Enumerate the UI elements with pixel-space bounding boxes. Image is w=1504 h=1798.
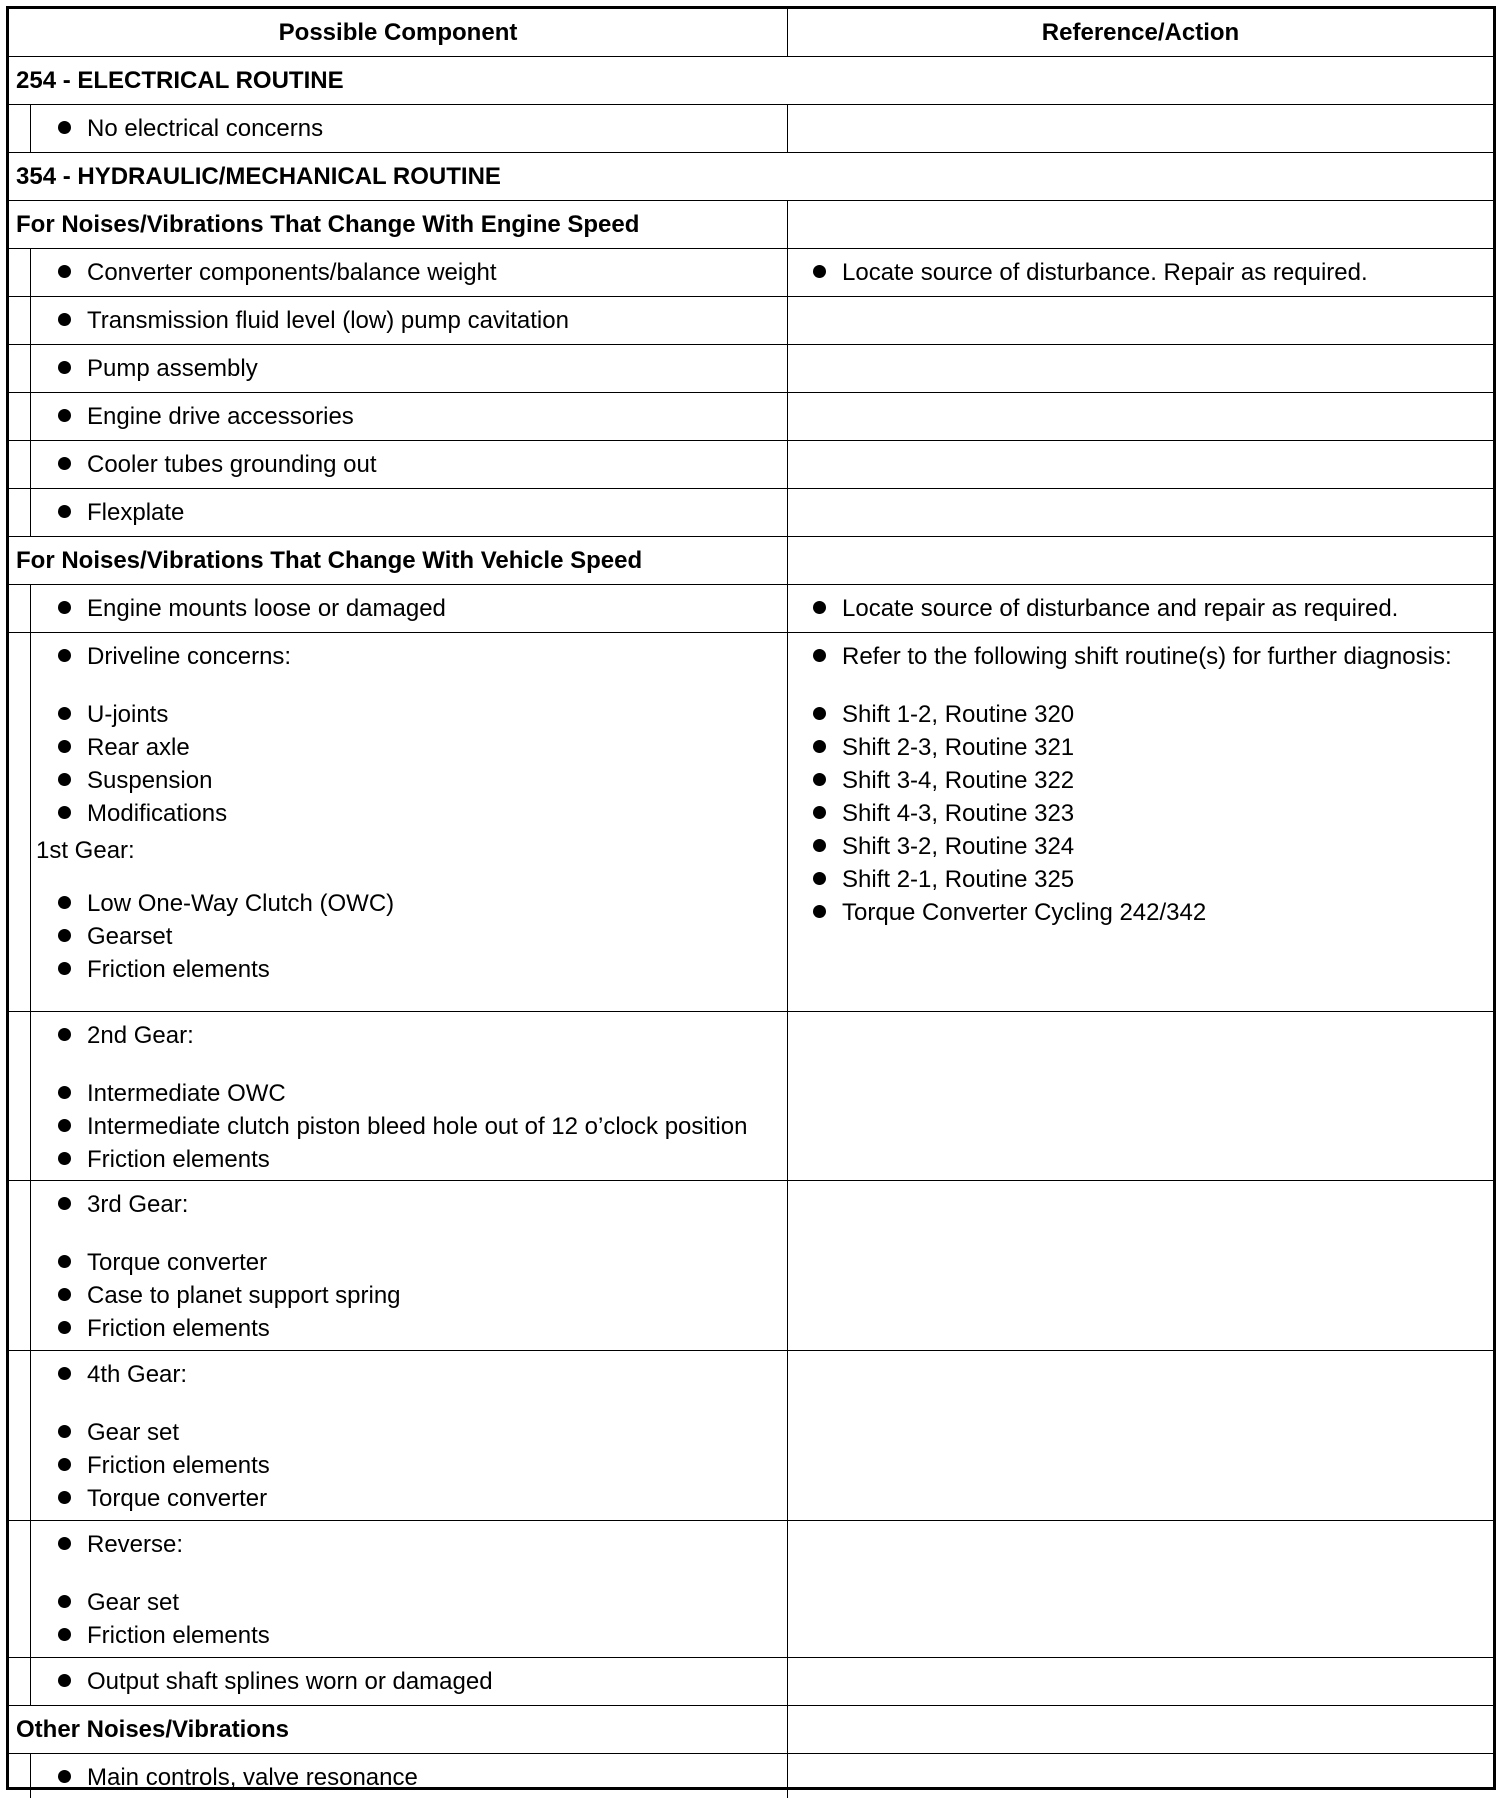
action-text: Shift 4-3, Routine 323 (842, 800, 1075, 827)
table-row (9, 393, 1493, 441)
component-text: Intermediate OWC (87, 1080, 286, 1107)
bullet-icon (58, 929, 71, 942)
component-text: Engine mounts loose or damaged (87, 595, 446, 622)
subsection-other (9, 1706, 1493, 1754)
component-text: Friction elements (87, 1452, 270, 1479)
bullet-icon (813, 601, 826, 614)
component-text: Torque converter (87, 1485, 268, 1512)
action-text: Locate source of disturbance and repair as required. (842, 595, 1399, 622)
table-row (9, 105, 1493, 153)
bullet-icon (813, 839, 826, 852)
bullet-icon (58, 1491, 71, 1504)
action-text: Shift 3-4, Routine 322 (842, 767, 1075, 794)
component-text: Modifications (87, 800, 228, 827)
component-text: Friction elements (87, 1146, 270, 1173)
table-row (9, 585, 1493, 633)
bullet-icon (58, 1255, 71, 1268)
action-text: Shift 2-3, Routine 321 (842, 734, 1075, 761)
component-text: Friction elements (87, 1622, 270, 1649)
action-text: Locate source of disturbance. Repair as required. (842, 259, 1368, 286)
table-row (9, 1658, 1493, 1706)
component-text: U-joints (87, 701, 169, 728)
section-title: 354 - HYDRAULIC/MECHANICAL ROUTINE (16, 163, 501, 190)
component-text: Flexplate (87, 499, 185, 526)
bullet-icon (813, 265, 826, 278)
bullet-icon (58, 505, 71, 518)
subsection-title: For Noises/Vibrations That Change With Engine Speed (16, 211, 640, 238)
bullet-icon (813, 905, 826, 918)
component-text: Case to planet support spring (87, 1282, 401, 1309)
bullet-icon (58, 1288, 71, 1301)
bullet-icon (813, 773, 826, 786)
bullet-icon (58, 313, 71, 326)
component-text: Gear set (87, 1419, 180, 1446)
bullet-icon (58, 601, 71, 614)
bullet-icon (58, 1086, 71, 1099)
action-text: Shift 3-2, Routine 324 (842, 833, 1075, 860)
table-row-driveline (9, 633, 1493, 1012)
component-text: Main controls, valve resonance (87, 1764, 418, 1791)
bullet-icon (58, 1152, 71, 1165)
component-text: Gearset (87, 923, 173, 950)
component-text: Engine drive accessories (87, 403, 354, 430)
table-row-third-gear (9, 1181, 1493, 1351)
bullet-icon (58, 806, 71, 819)
component-text: Pump assembly (87, 355, 258, 382)
bullet-icon (58, 1628, 71, 1641)
bullet-icon (813, 806, 826, 819)
driveline-label: Driveline concerns: (87, 643, 292, 670)
component-text: Transmission fluid level (low) pump cavitation (87, 307, 569, 334)
bullet-icon (58, 265, 71, 278)
bullet-icon (58, 773, 71, 786)
bullet-icon (58, 457, 71, 470)
subsection-title: Other Noises/Vibrations (16, 1716, 289, 1743)
bullet-icon (58, 1595, 71, 1608)
component-text: Gear set (87, 1589, 180, 1616)
gear-label: 2nd Gear: (87, 1022, 194, 1049)
bullet-icon (813, 707, 826, 720)
bullet-icon (58, 707, 71, 720)
bullet-icon (58, 1770, 71, 1783)
table-row (9, 345, 1493, 393)
subsection-vehicle-speed (9, 537, 1493, 585)
gear-label: 3rd Gear: (87, 1191, 189, 1218)
bullet-icon (813, 649, 826, 662)
bullet-icon (58, 1321, 71, 1334)
diagnostic-table (6, 6, 1496, 1790)
bullet-icon (58, 1458, 71, 1471)
bullet-icon (58, 1367, 71, 1380)
bullet-icon (58, 1537, 71, 1550)
table-row (9, 249, 1493, 297)
bullet-icon (58, 896, 71, 909)
subsection-engine-speed (9, 201, 1493, 249)
bullet-icon (58, 121, 71, 134)
bullet-icon (58, 361, 71, 374)
action-text: Shift 1-2, Routine 320 (842, 701, 1075, 728)
bullet-icon (58, 649, 71, 662)
table-row (9, 1754, 1493, 1798)
component-text: Output shaft splines worn or damaged (87, 1668, 493, 1695)
component-text: Friction elements (87, 956, 270, 983)
header-possible-component: Possible Component (9, 9, 788, 56)
bullet-icon (813, 740, 826, 753)
table-row (9, 297, 1493, 345)
section-title: 254 - ELECTRICAL ROUTINE (16, 67, 344, 94)
bullet-icon (813, 872, 826, 885)
action-text: Torque Converter Cycling 242/342 (842, 899, 1207, 926)
bullet-icon (58, 409, 71, 422)
component-text: Friction elements (87, 1315, 270, 1342)
component-text: Torque converter (87, 1249, 268, 1276)
first-gear-label: 1st Gear: (36, 837, 135, 864)
table-row (9, 441, 1493, 489)
bullet-icon (58, 740, 71, 753)
bullet-icon (58, 1197, 71, 1210)
subsection-title: For Noises/Vibrations That Change With Vehicle Speed (16, 547, 643, 574)
table-header (9, 9, 1493, 57)
table-row-fourth-gear (9, 1351, 1493, 1521)
component-text: No electrical concerns (87, 115, 324, 142)
bullet-icon (58, 962, 71, 975)
section-electrical (9, 57, 1493, 105)
bullet-icon (58, 1119, 71, 1132)
gear-label: 4th Gear: (87, 1361, 188, 1388)
table-row (9, 489, 1493, 537)
bullet-icon (58, 1425, 71, 1438)
gear-label: Reverse: (87, 1531, 184, 1558)
component-text: Converter components/balance weight (87, 259, 497, 286)
action-text: Refer to the following shift routine(s) for further diagnosis: (842, 643, 1452, 670)
section-hydraulic (9, 153, 1493, 201)
component-text: Low One-Way Clutch (OWC) (87, 890, 395, 917)
table-row-second-gear (9, 1012, 1493, 1181)
component-text: Rear axle (87, 734, 190, 761)
component-text: Cooler tubes grounding out (87, 451, 377, 478)
bullet-icon (58, 1674, 71, 1687)
header-reference-action: Reference/Action (1041, 18, 1240, 46)
table-row-reverse (9, 1521, 1493, 1658)
bullet-icon (58, 1028, 71, 1041)
component-text: Suspension (87, 767, 213, 794)
action-text: Shift 2-1, Routine 325 (842, 866, 1075, 893)
component-text: Intermediate clutch piston bleed hole out of 12 o’clock position (87, 1113, 748, 1140)
